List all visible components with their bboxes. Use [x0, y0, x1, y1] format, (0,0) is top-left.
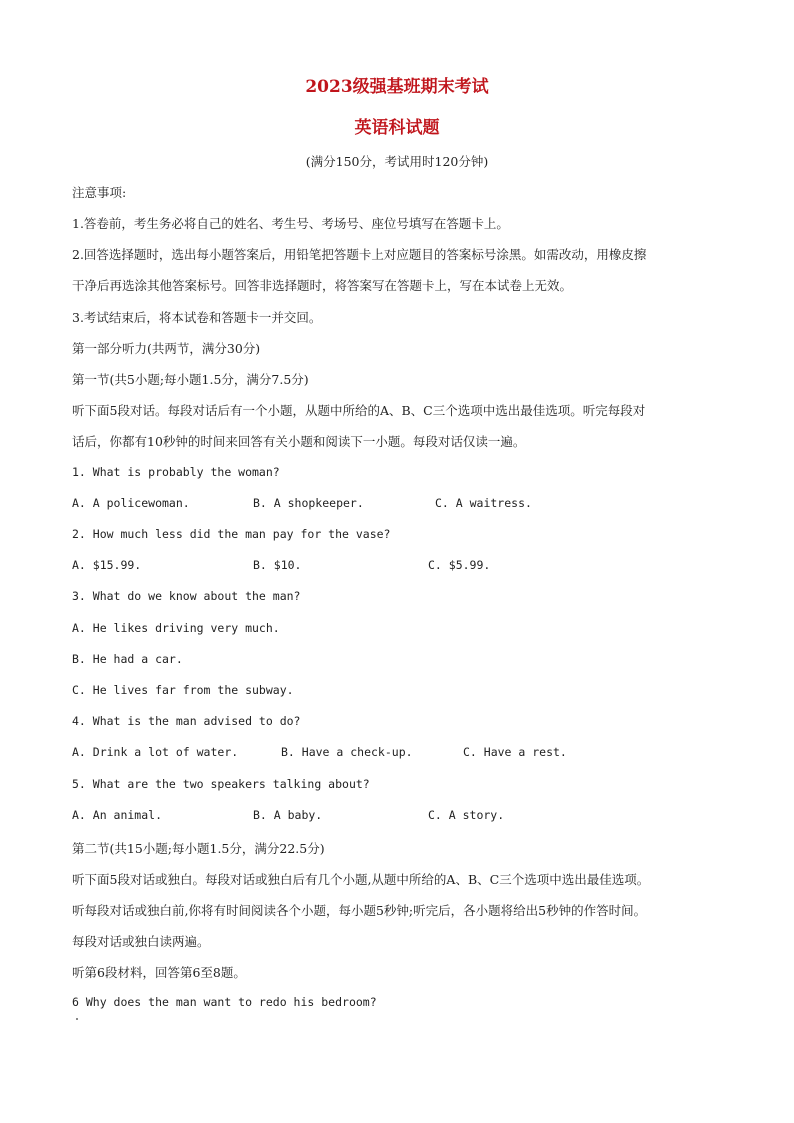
question-3-option-b: B. He had a car.	[72, 652, 183, 666]
section1-instruction-line-1: 听下面5段对话。每段对话后有一个小题，从题中所给的A、B、C三个选项中选出最佳选项。听完每段对	[72, 403, 646, 418]
question-5-option-c: C. A story.	[428, 808, 505, 822]
question-3-stem: 3. What do we know about the man?	[72, 589, 301, 603]
question-3-option-a: A. He likes driving very much.	[72, 621, 280, 635]
question-1-option-b: B. A shopkeeper.	[253, 496, 364, 510]
question-5-option-b: B. A baby.	[253, 808, 323, 822]
exam-title: 2023级强基班期末考试	[305, 77, 489, 97]
section2-instruction-line-1: 听下面5段对话或独白。每段对话或独白后有几个小题,从题中所给的A、B、C三个选项中选出最佳选项。	[72, 872, 650, 887]
question-6-stem: 6 Why does the man want to redo his bedroom?	[72, 995, 377, 1009]
score-info: (满分150分，考试用时120分钟)	[305, 154, 489, 169]
section2-instruction-line-2: 听每段对话或独白前,你将有时间阅读各个小题，每小题5秒钟;听完后，各小题将给出5秒钟的作答时间。	[72, 903, 647, 918]
section2-heading: 第二节(共15小题;每小题1.5分，满分22.5分)	[72, 841, 325, 856]
subject-title: 英语科试题	[354, 118, 440, 138]
material-6-instruction: 听第6段材料，回答第6至8题。	[72, 965, 246, 980]
part1-heading: 第一部分听力(共两节，满分30分)	[72, 341, 261, 356]
section2-instruction-line-3: 每段对话或独白读两遍。	[72, 934, 210, 949]
question-1-option-a: A. A policewoman.	[72, 496, 190, 510]
stray-mark	[76, 1018, 78, 1020]
notice-item-2-line-1: 2.回答选择题时，选出每小题答案后，用铅笔把答题卡上对应题目的答案标号涂黑。如需改动，用橡皮擦	[72, 247, 647, 262]
question-5-stem: 5. What are the two speakers talking about?	[72, 777, 370, 791]
notice-item-2-line-2: 干净后再选涂其他答案标号。回答非选择题时，将答案写在答题卡上，写在本试卷上无效。	[72, 278, 573, 293]
notice-item-3: 3.考试结束后，将本试卷和答题卡一并交回。	[72, 310, 322, 325]
question-3-option-c: C. He lives far from the subway.	[72, 683, 294, 697]
question-1-stem: 1. What is probably the woman?	[72, 465, 280, 479]
notice-heading: 注意事项:	[72, 185, 127, 200]
question-4-option-a: A. Drink a lot of water.	[72, 745, 239, 759]
question-2-stem: 2. How much less did the man pay for the vase?	[72, 527, 391, 541]
question-2-option-b: B. $10.	[253, 558, 302, 572]
section1-heading: 第一节(共5小题;每小题1.5分，满分7.5分)	[72, 372, 309, 387]
question-4-stem: 4. What is the man advised to do?	[72, 714, 301, 728]
notice-item-1: 1.答卷前，考生务必将自己的姓名、考生号、考场号、座位号填写在答题卡上。	[72, 216, 509, 231]
question-4-option-c: C. Have a rest.	[463, 745, 567, 759]
question-5-option-a: A. An animal.	[72, 808, 163, 822]
section1-instruction-line-2: 话后，你都有10秒钟的时间来回答有关小题和阅读下一小题。每段对话仅读一遍。	[72, 434, 526, 449]
question-4-option-b: B. Have a check-up.	[281, 745, 413, 759]
question-2-option-a: A. $15.99.	[72, 558, 142, 572]
question-2-option-c: C. $5.99.	[428, 558, 491, 572]
question-1-option-c: C. A waitress.	[435, 496, 532, 510]
